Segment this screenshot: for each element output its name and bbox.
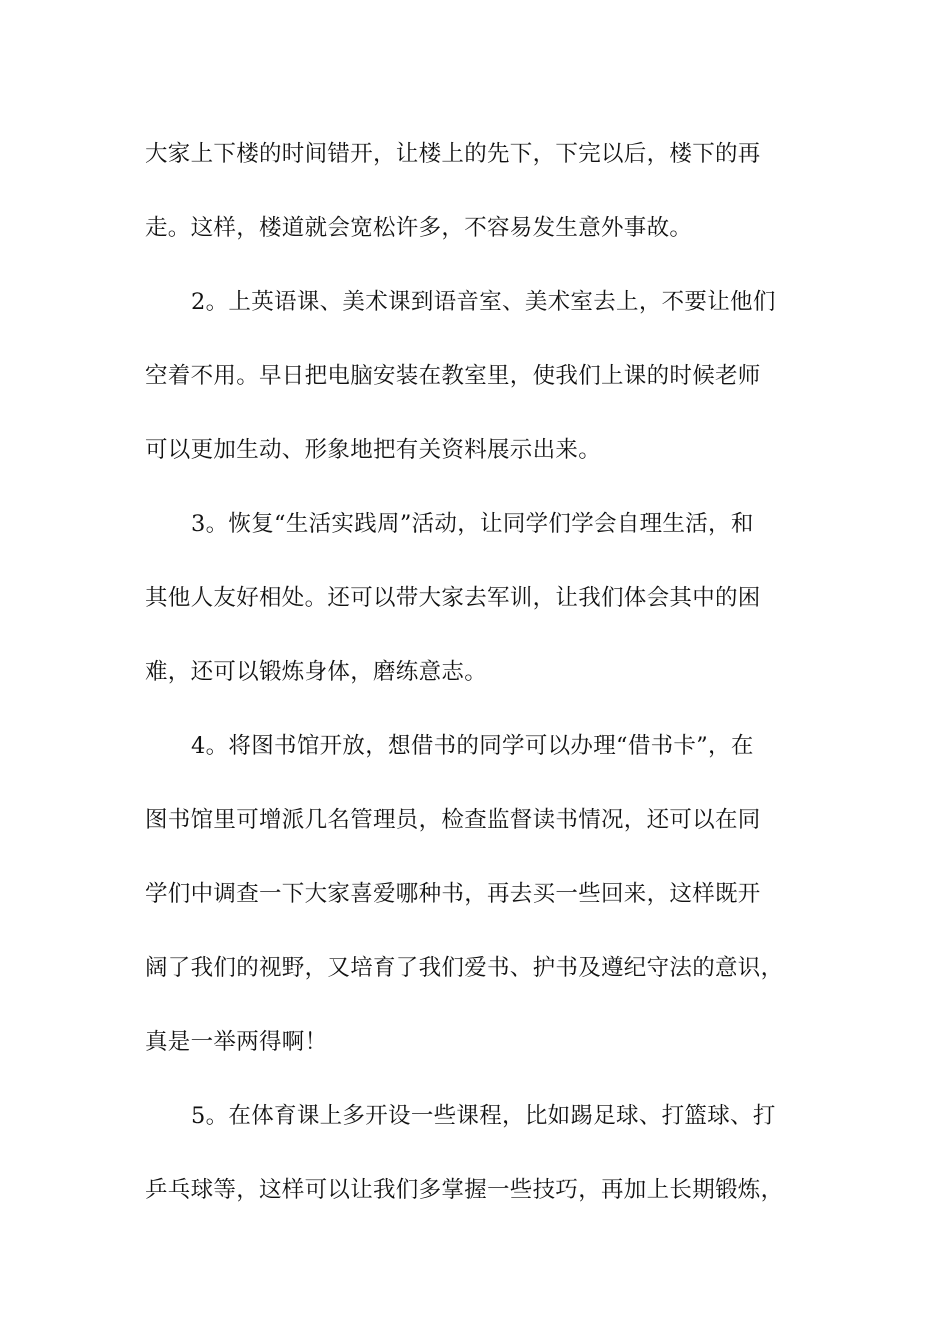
text-line: 大家上下楼的时间错开，让楼上的先下，下完以后，楼下的再 <box>145 141 761 167</box>
text-line: 图书馆里可增派几名管理员，检查监督读书情况，还可以在同 <box>145 807 761 833</box>
paragraph-2-start: 2。上英语课、美术课到语音室、美术室去上，不要让他们 <box>191 289 776 315</box>
text-line: 其他人友好相处。还可以带大家去军训，让我们体会其中的困 <box>145 585 761 611</box>
text-line: 空着不用。早日把电脑安装在教室里，使我们上课的时候老师 <box>145 363 761 389</box>
text-line: 走。这样，楼道就会宽松许多，不容易发生意外事故。 <box>145 215 693 241</box>
text-line: 阔了我们的视野，又培育了我们爱书、护书及遵纪守法的意识， <box>145 955 784 981</box>
text-line: 难，还可以锻炼身体，磨练意志。 <box>145 659 488 685</box>
document-body <box>145 117 810 1227</box>
text-line: 可以更加生动、形象地把有关资料展示出来。 <box>145 437 602 463</box>
paragraph-5-start: 5。在体育课上多开设一些课程，比如踢足球、打篮球、打 <box>191 1103 776 1129</box>
text-line: 乒乓球等，这样可以让我们多掌握一些技巧，再加上长期锻炼， <box>145 1177 784 1203</box>
text-line: 学们中调查一下大家喜爱哪种书，再去买一些回来，这样既开 <box>145 881 761 907</box>
paragraph-4-start: 4。将图书馆开放，想借书的同学可以办理“借书卡”，在 <box>191 733 754 759</box>
paragraph-3-start: 3。恢复“生活实践周”活动，让同学们学会自理生活，和 <box>191 511 754 537</box>
text-line: 真是一举两得啊！ <box>145 1029 328 1055</box>
